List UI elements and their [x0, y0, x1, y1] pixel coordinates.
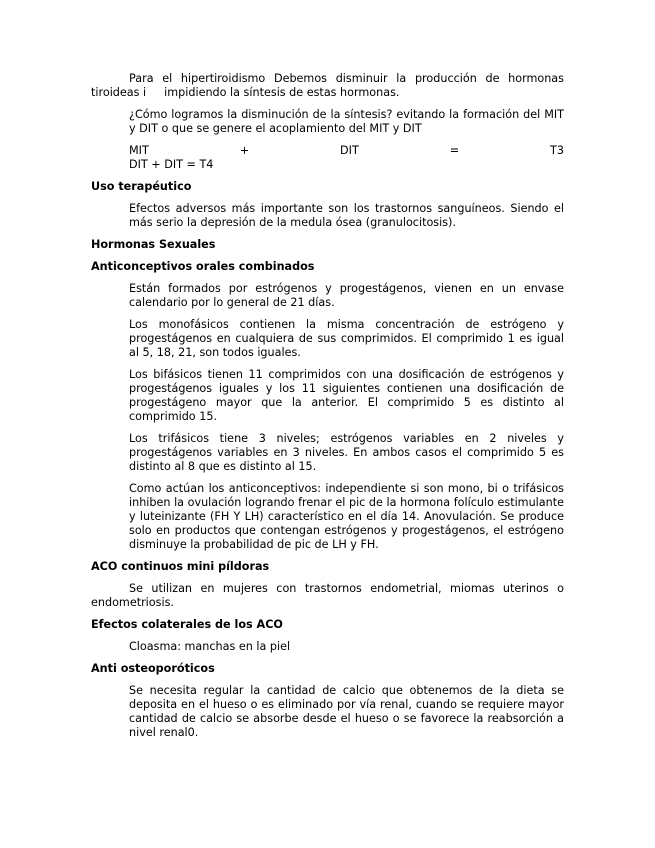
- formula-line-1: [129, 144, 564, 158]
- uso-paragraph: Efectos adversos más importante son los trastornos sanguíneos. Siendo el más serio la depresión de la medula ósea (granulocitosis).: [129, 202, 564, 229]
- formula-token: =: [449, 144, 460, 157]
- heading-hormonas-sexuales: Hormonas Sexuales: [91, 238, 216, 251]
- formula-token: +: [239, 144, 250, 157]
- heading-efectos-colaterales: Efectos colaterales de los ACO: [91, 618, 283, 631]
- heading-uso-terapeutico: Uso terapéutico: [91, 180, 192, 193]
- aco-paragraph: Los bifásicos tienen 11 comprimidos con una dosificación de estrógenos y progestágenos iguales y los 11 siguientes contienen una dosificación de progestágeno mayor que la anterior. El comprimido 5 es distinto al comprimido 15.: [129, 368, 564, 423]
- document-page: [91, 72, 564, 748]
- formula-line-2: DIT + DIT = T4: [129, 158, 214, 171]
- aco-paragraph: Los monofásicos contienen la misma concentración de estrógeno y progestágenos en cualquiera de sus comprimidos. El comprimido 1 es igual al 5, 18, 21, son todos iguales.: [129, 318, 564, 359]
- aco-paragraph: Los trifásicos tiene 3 niveles; estrógenos variables en 2 niveles y progestágenos variables en 3 niveles. En ambos casos el comprimido 5 es distinto al 8 que es distinto al 15.: [129, 432, 564, 473]
- intro-text-part1: Para el hipertiroidismo Debemos disminuir la producción de hormonas tiroideas i: [91, 72, 564, 99]
- heading-anti-osteoporoticos: Anti osteoporóticos: [91, 662, 215, 675]
- formula-token: MIT: [129, 144, 149, 157]
- anti-paragraph: Se necesita regular la cantidad de calcio que obtenemos de la dieta se deposita en el hueso o es eliminado por vía renal, cuando se requiere mayor cantidad de calcio se absorbe desde el hueso o se favorece la reabsorción a nivel renal0.: [129, 684, 564, 739]
- formula-block: [91, 144, 564, 172]
- heading-aco-continuos: ACO continuos mini píldoras: [91, 560, 270, 573]
- intro-paragraph-2: ¿Cómo logramos la disminución de la síntesis? evitando la formación del MIT y DIT o que se genere el acoplamiento del MIT y DIT: [129, 108, 564, 135]
- formula-token: T3: [550, 144, 564, 157]
- aco-paragraph: Están formados por estrógenos y progestágenos, vienen en un envase calendario por lo general de 21 días.: [129, 282, 564, 309]
- formula-token: DIT: [340, 144, 359, 157]
- efectos-paragraph: Cloasma: manchas en la piel: [129, 640, 291, 653]
- aco-paragraph: Como actúan los anticonceptivos: independiente si son mono, bi o trifásicos inhiben la ovulación logrando frenar el pic de la hormona folículo estimulante y luteinizante (FH Y LH) característico en el día 14. Anovulación. Se produce solo en productos que contengan estrógenos y progestágenos, el estrógeno disminuye la probabilidad de pic de LH y FH.: [129, 482, 564, 551]
- continuos-paragraph: Se utilizan en mujeres con trastornos endometrial, miomas uterinos o endometriosis.: [91, 582, 564, 609]
- heading-anticonceptivos: Anticonceptivos orales combinados: [91, 260, 315, 273]
- intro-text-part2: impidiendo la síntesis de estas hormonas.: [164, 86, 400, 99]
- intro-paragraph-1: [91, 72, 564, 100]
